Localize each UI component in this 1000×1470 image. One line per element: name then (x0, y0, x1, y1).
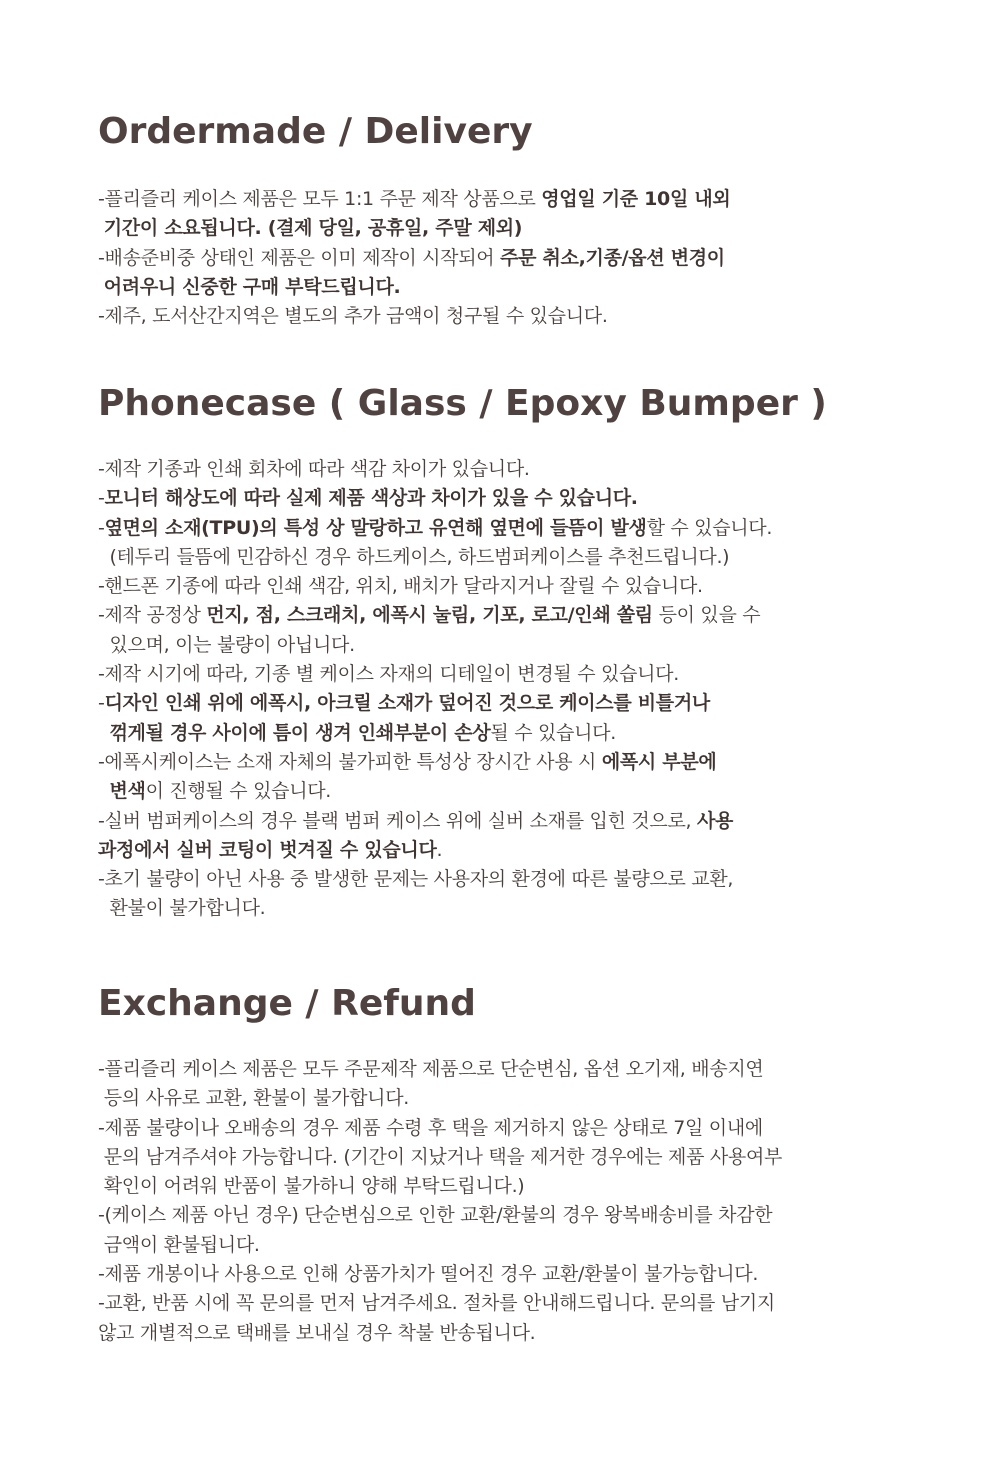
section-lines (98, 1055, 978, 1348)
policy-line (98, 484, 978, 513)
line-text: -에폭시케이스는 소재 자체의 불가피한 특성상 장시간 사용 시 (98, 750, 602, 773)
emphasized-text: 어려우니 신중한 구매 부탁드립니다. (103, 275, 401, 298)
line-text: - (98, 487, 105, 510)
line-text: -플리즐리 케이스 제품은 모두 1:1 주문 제작 상품으로 (98, 188, 542, 210)
policy-line (98, 1084, 978, 1113)
section-lines (98, 455, 978, 924)
policy-line (98, 1231, 978, 1260)
policy-line (98, 660, 978, 689)
line-text: -(케이스 제품 아닌 경우) 단순변심으로 인한 교환/환불의 경우 왕복배송비를 차감한 (98, 1204, 773, 1227)
section-lines (98, 185, 978, 331)
line-text: 금액이 환불됩니다. (98, 1233, 260, 1256)
line-text: 이 진행될 수 있습니다. (145, 780, 332, 803)
line-text: 확인이 어려워 반품이 불가하니 양해 부탁드립니다.) (98, 1175, 525, 1198)
line-text: -제품 개봉이나 사용으로 인해 상품가치가 떨어진 경우 교환/환불이 불가능합니다. (98, 1263, 759, 1286)
policy-line (98, 1319, 978, 1348)
emphasized-text: 모니터 해상도에 따라 실제 제품 색상과 차이가 있을 수 있습니다. (104, 487, 638, 510)
emphasized-text: 영업일 기준 10일 내외 (541, 188, 731, 210)
line-text: -핸드폰 기종에 따라 인쇄 색감, 위치, 배치가 달라지거나 잘릴 수 있습니다. (98, 575, 703, 598)
policy-line (98, 865, 978, 894)
line-text: 등의 사유로 교환, 환불이 불가합니다. (98, 1087, 409, 1110)
section-title: Exchange / Refund (98, 983, 476, 1024)
line-text: 할 수 있습니다. (646, 516, 773, 539)
line-text: 있으며, 이는 불량이 아닙니다. (98, 633, 355, 656)
phonecase-section (98, 382, 978, 924)
line-text: 등이 있을 수 (652, 604, 761, 627)
policy-line (98, 1114, 978, 1143)
section-title: Ordermade / Delivery (98, 111, 533, 152)
line-text (98, 722, 109, 744)
policy-line (98, 1260, 978, 1289)
policy-line (98, 1055, 978, 1084)
policy-line (98, 185, 978, 214)
policy-line (98, 543, 978, 572)
line-text: -제작 공정상 (98, 604, 207, 627)
emphasized-text: 먼지, 점, 스크래치, 에폭시 눌림, 기포, 로고/인쇄 쏠림 (206, 604, 653, 627)
line-text: -플리즐리 케이스 제품은 모두 주문제작 제품으로 단순변심, 옵션 오기재, 배송지연 (98, 1058, 764, 1080)
section-title: Phonecase ( Glass / Epoxy Bumper ) (98, 383, 827, 424)
emphasized-text: 디자인 인쇄 위에 에폭시, 아크릴 소재가 덮어진 것으로 케이스를 비틀거나 (104, 692, 710, 715)
emphasized-text: 주문 취소,기종/옵션 변경이 (500, 246, 725, 269)
emphasized-text: 기간이 소요됩니다. (결제 당일, 공휴일, 주말 제외) (103, 217, 523, 240)
line-text: -실버 범퍼케이스의 경우 블랙 범퍼 케이스 위에 실버 소재를 입힌 것으로, (98, 809, 697, 832)
line-text: . (436, 838, 443, 861)
emphasized-text: 에폭시 부분에 (601, 750, 717, 773)
policy-line (98, 689, 978, 718)
line-text: - (98, 516, 105, 539)
policy-line (98, 1143, 978, 1172)
emphasized-text: 사용 (697, 809, 734, 832)
policy-line (98, 1172, 978, 1201)
policy-line (98, 894, 978, 923)
policy-line (98, 807, 978, 836)
policy-line (98, 777, 978, 806)
line-text: -배송준비중 상태인 제품은 이미 제작이 시작되어 (98, 246, 501, 269)
policy-line (98, 572, 978, 601)
policy-line (98, 1289, 978, 1318)
policy-line (98, 748, 978, 777)
line-text (98, 780, 109, 802)
policy-line (98, 1201, 978, 1230)
exchange-refund-section (98, 982, 978, 1348)
line-text: -제작 시기에 따라, 기종 별 케이스 자재의 디테일이 변경될 수 있습니다. (98, 663, 679, 686)
line-text: -제품 불량이나 오배송의 경우 제품 수령 후 택을 제거하지 않은 상태로 7일 이내에 (98, 1116, 763, 1139)
line-text: -제작 기종과 인쇄 회차에 따라 색감 차이가 있습니다. (98, 458, 530, 480)
line-text: -제주, 도서산간지역은 별도의 추가 금액이 청구될 수 있습니다. (98, 305, 608, 328)
line-text: (테두리 들뜸에 민감하신 경우 하드케이스, 하드범퍼케이스를 추천드립니다.) (98, 545, 730, 568)
line-text: 환불이 불가합니다. (98, 897, 266, 920)
emphasized-text: 과정에서 실버 코팅이 벗겨질 수 있습니다 (98, 838, 437, 861)
emphasized-text: 꺾게될 경우 사이에 틈이 생겨 인쇄부분이 손상 (109, 721, 491, 744)
line-text: 않고 개별적으로 택배를 보내실 경우 착불 반송됩니다. (98, 1321, 536, 1344)
policy-line (98, 244, 978, 273)
policy-line (98, 631, 978, 660)
policy-line (98, 601, 978, 630)
line-text: -교환, 반품 시에 꼭 문의를 먼저 남겨주세요. 절차를 안내해드립니다. 문의를 남기지 (98, 1292, 775, 1315)
policy-line (98, 514, 978, 543)
line-text: - (98, 692, 105, 715)
ordermade-delivery-section (98, 110, 978, 331)
policy-line (98, 455, 978, 484)
policy-line (98, 719, 978, 748)
emphasized-text: 변색 (109, 780, 146, 803)
line-text: -초기 불량이 아닌 사용 중 발생한 문제는 사용자의 환경에 따른 불량으로 교환, (98, 868, 734, 891)
line-text: 될 수 있습니다. (490, 721, 616, 744)
line-text: 문의 남겨주셔야 가능합니다. (기간이 지났거나 택을 제거한 경우에는 제품 사용여부 (98, 1145, 783, 1168)
emphasized-text: 옆면의 소재(TPU)의 특성 상 말랑하고 유연해 옆면에 들뜸이 발생 (104, 516, 647, 539)
policy-line (98, 302, 978, 331)
policy-line (98, 273, 978, 302)
policy-line (98, 214, 978, 243)
policy-line (98, 836, 978, 865)
